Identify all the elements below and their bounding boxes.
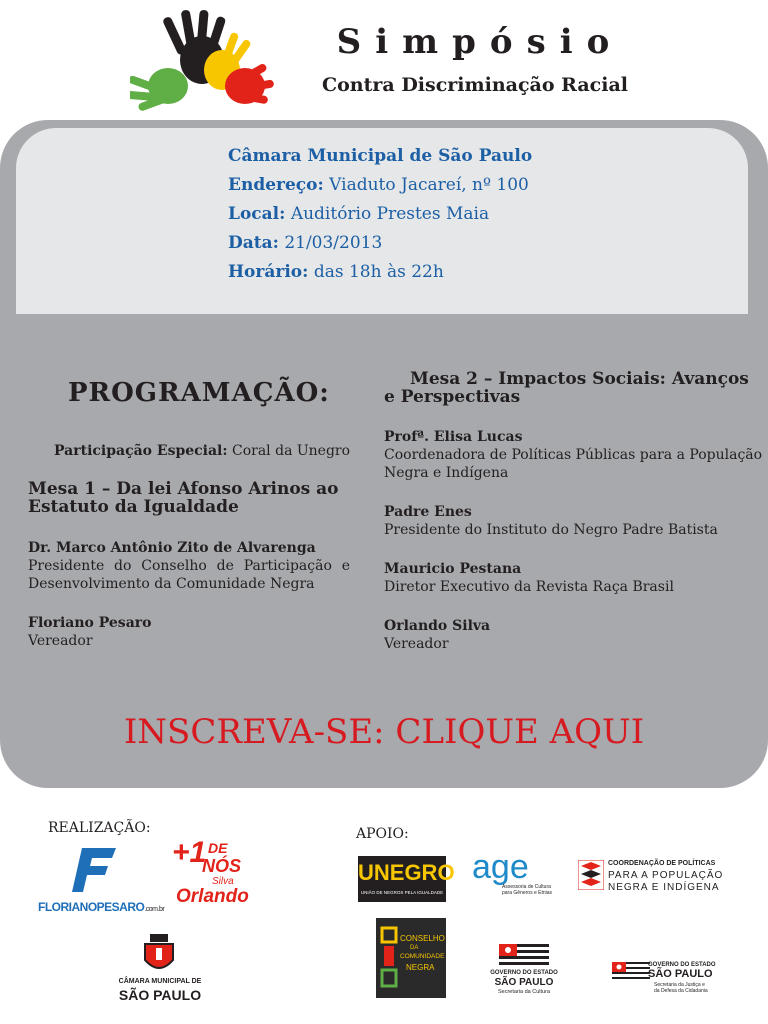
date-value: 21/03/2013 bbox=[284, 233, 383, 253]
special-participation bbox=[54, 442, 350, 460]
time-label: Horário: bbox=[228, 262, 309, 282]
event-subtitle: Contra Discriminação Racial bbox=[322, 74, 628, 96]
mesa1-speaker-role: Presidente do Conselho de Participação e bbox=[28, 558, 350, 574]
conselho-logo-line4: NEGRA bbox=[406, 963, 435, 972]
conselho-comunidade-negra-logo bbox=[376, 918, 446, 998]
address-label: Endereço: bbox=[228, 175, 324, 195]
event-title: Simpósio bbox=[336, 22, 624, 62]
mesa2-speaker-role: Coordenadora de Políticas Públicas para a População bbox=[384, 447, 763, 463]
place-line bbox=[228, 204, 489, 224]
age-logo-text: age bbox=[472, 848, 529, 886]
date-line bbox=[228, 233, 382, 253]
mesa2-speaker-name: Profª. Elisa Lucas bbox=[384, 429, 523, 445]
unegro-logo-sub: UNIÃO DE NEGROS PELA IGUALDADE bbox=[360, 890, 444, 895]
age-logo-sub1: Assessoria de Cultura bbox=[502, 884, 551, 890]
venue-name: Câmara Municipal de São Paulo bbox=[228, 146, 533, 166]
unegro-logo-text: UNEGRO bbox=[358, 860, 455, 885]
gov-justica-line2: SÃO PAULO bbox=[648, 968, 713, 980]
special-label: Participação Especial: bbox=[54, 443, 228, 459]
orlando-de: DE bbox=[208, 840, 228, 856]
place-value: Auditório Prestes Maia bbox=[290, 204, 490, 224]
mesa1-speaker-role: Desenvolvimento da Comunidade Negra bbox=[28, 576, 315, 592]
address-value: Viaduto Jacareí, nº 100 bbox=[329, 175, 529, 195]
mesa1-title-line1: Mesa 1 – Da lei Afonso Arinos ao bbox=[28, 479, 339, 499]
f-letter-icon bbox=[70, 846, 120, 894]
orlando-nos: NÓS bbox=[202, 856, 242, 876]
gov-cultura-line3: Secretaria da Cultura bbox=[498, 989, 550, 995]
apoio-label: APOIO: bbox=[356, 826, 409, 842]
date-label: Data: bbox=[228, 233, 279, 253]
governo-cultura-logo bbox=[486, 944, 562, 1000]
conselho-figure-icon bbox=[380, 926, 400, 990]
gov-justica-line1: GOVERNO DO ESTADO bbox=[648, 962, 716, 968]
gov-cultura-line2: SÃO PAULO bbox=[494, 977, 554, 988]
mesa2-speaker-name: Padre Enes bbox=[384, 504, 472, 520]
camara-logo-line1: CÂMARA MUNICIPAL DE bbox=[118, 978, 202, 985]
coordenacao-logo-line1: COORDENAÇÃO DE POLÍTICAS bbox=[608, 860, 716, 867]
special-value: Coral da Unegro bbox=[232, 443, 351, 459]
coordenacao-logo-line2: PARA A POPULAÇÃO bbox=[608, 870, 724, 881]
orlando-silva-logo bbox=[172, 836, 252, 920]
program-heading: PROGRAMAÇÃO: bbox=[68, 378, 330, 408]
mesa2-speaker-role: Presidente do Instituto do Negro Padre Batista bbox=[384, 522, 718, 538]
mesa1-speaker-name: Floriano Pesaro bbox=[28, 615, 152, 631]
mesa2-speaker-role: Diretor Executivo da Revista Raça Brasil bbox=[384, 579, 674, 595]
mesa2-speaker-name: Orlando Silva bbox=[384, 618, 491, 634]
orlando-plus-one: +1 bbox=[172, 836, 207, 869]
sao-paulo-flag-icon bbox=[612, 962, 650, 980]
coordenacao-logo-line3: NEGRA E INDÍGENA bbox=[608, 882, 720, 893]
floriano-logo-suffix: .com.br bbox=[144, 906, 165, 913]
orlando-name: Orlando bbox=[176, 886, 249, 907]
time-line bbox=[228, 262, 444, 282]
mesa2-speaker-role: Vereador bbox=[384, 636, 449, 652]
age-logo-sub2: para Gêneros e Etnias bbox=[502, 890, 553, 896]
unegro-logo bbox=[358, 856, 455, 902]
gov-justica-line4: da Defesa da Cidadania bbox=[654, 988, 708, 994]
age-logo bbox=[472, 848, 556, 900]
floriano-pesaro-logo bbox=[38, 846, 165, 916]
mesa2-title-line1: Mesa 2 – Impactos Sociais: Avanços bbox=[410, 369, 749, 389]
time-value: das 18h às 22h bbox=[313, 262, 444, 282]
floriano-logo-text: FLORIANOPESARO bbox=[38, 900, 145, 914]
gov-justica-line3: Secretaria da Justiça e bbox=[654, 982, 705, 988]
sao-paulo-coat-of-arms-icon bbox=[142, 934, 176, 976]
mesa2-speaker-role: Negra e Indígena bbox=[384, 465, 509, 481]
gov-cultura-line1: GOVERNO DO ESTADO bbox=[490, 970, 558, 976]
coordenacao-logo bbox=[578, 858, 728, 898]
register-link[interactable]: INSCREVA-SE: CLIQUE AQUI bbox=[123, 712, 645, 752]
venue-info-box bbox=[16, 128, 748, 314]
mesa2-speaker-name: Mauricio Pestana bbox=[384, 561, 522, 577]
conselho-logo-line1: CONSELHO bbox=[400, 934, 445, 943]
place-label: Local: bbox=[228, 204, 286, 224]
orlando-silva: Silva bbox=[212, 876, 234, 887]
realizacao-label: REALIZAÇÃO: bbox=[48, 820, 151, 836]
coordenacao-emblem-icon bbox=[578, 860, 604, 890]
hands-logo bbox=[130, 8, 280, 112]
camara-municipal-logo bbox=[112, 934, 208, 1006]
mesa1-speaker-role: Vereador bbox=[28, 633, 93, 649]
governo-justica-logo bbox=[612, 960, 716, 1000]
conselho-logo-line3: COMUNIDADE bbox=[400, 953, 445, 960]
mesa1-speaker-name: Dr. Marco Antônio Zito de Alvarenga bbox=[28, 540, 316, 556]
camara-logo-line2: SÃO PAULO bbox=[118, 987, 202, 1003]
mesa2-title-line2: e Perspectivas bbox=[384, 387, 521, 407]
mesa1-title-line2: Estatuto da Igualdade bbox=[28, 497, 239, 517]
sao-paulo-flag-icon bbox=[499, 944, 549, 966]
conselho-logo-line2: DA bbox=[410, 945, 419, 951]
address-line bbox=[228, 175, 529, 195]
